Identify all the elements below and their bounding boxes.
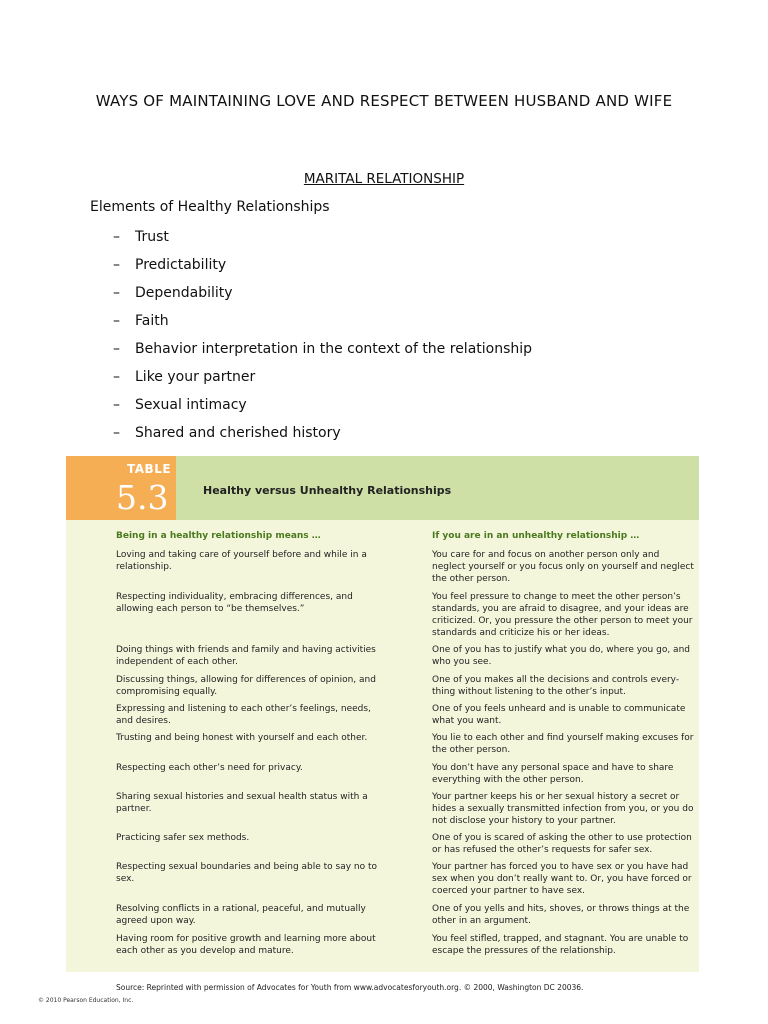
healthy-cell: Respecting sexual boundaries and being able to say no to sex. [116,862,378,884]
list-item [113,396,532,424]
table-title: Healthy versus Unhealthy Relationships [203,484,452,497]
table-source: Source: Reprinted with permission of Advocates for Youth from www.advocatesforyouth.org. © 2000, Washington DC 20036. [116,983,584,992]
lead-text: Elements of Healthy Relationships [90,199,330,215]
list-item-text: Faith [135,313,169,329]
healthy-cell: Loving and taking care of yourself before and while in a relationship. [116,550,367,572]
unhealthy-cell: One of you has to justify what you do, where you go, and who you see. [432,645,690,667]
bullet-marker: – [113,229,120,245]
bullet-marker: – [113,257,120,273]
list-item [113,424,532,452]
unhealthy-cell: You feel pressure to change to meet the other person’s standards, you are afraid to disagree, and your ideas are criticized. Or, you pressure the other person to meet your standards and criticize his or her ideas. [432,592,693,638]
section-heading: MARITAL RELATIONSHIP [303,171,465,187]
list-item-text: Shared and cherished history [135,425,341,441]
unhealthy-cell: One of you makes all the decisions and controls every-thing without listening to the other’s input. [432,675,680,697]
list-item-text: Like your partner [135,369,256,385]
bullet-marker: – [113,285,120,301]
table-number: 5.3 [116,478,169,517]
list-item [113,368,532,396]
healthy-cell: Respecting each other’s need for privacy. [116,763,303,773]
healthy-cell: Respecting individuality, embracing differences, and allowing each person to “be themselves.” [116,592,353,614]
healthy-cell: Practicing safer sex methods. [116,833,250,843]
unhealthy-cell: One of you is scared of asking the other to use protection or has refused the other’s requests for safer sex. [432,833,692,855]
bullet-marker: – [113,341,120,357]
healthy-cell: Expressing and listening to each other’s feelings, needs, and desires. [116,704,371,726]
list-item-text: Dependability [135,285,233,301]
unhealthy-cell: Your partner keeps his or her sexual history a secret or hides a sexually transmitted infection from you, or you do not disclose your history to your partner. [432,792,694,826]
table-label: TABLE [127,462,172,476]
healthy-cell: Discussing things, allowing for differences of opinion, and compromising equally. [116,675,376,697]
healthy-cell: Doing things with friends and family and having activities independent of each other. [116,645,376,667]
page-title: WAYS OF MAINTAINING LOVE AND RESPECT BETWEEN HUSBAND AND WIFE [95,92,673,110]
healthy-cell: Sharing sexual histories and sexual health status with a partner. [116,792,368,814]
list-item-text: Sexual intimacy [135,397,247,413]
unhealthy-cell: You feel stifled, trapped, and stagnant. You are unable to escape the pressures of the relationship. [432,934,689,956]
unhealthy-cell: Your partner has forced you to have sex or you have had sex when you don’t really want to. Or, you have forced or coerced your partner to have sex. [432,862,692,896]
unhealthy-cell: You care for and focus on another person only and neglect yourself or you focus only on yourself and neglect the other person. [432,550,694,584]
copyright-note: © 2010 Pearson Education, Inc. [38,997,134,1004]
relationships-table-figure [66,456,699,972]
list-item-text: Trust [135,229,169,245]
unhealthy-cell: You lie to each other and find yourself making excuses for the other person. [432,733,694,755]
bullet-marker: – [113,425,120,441]
bullet-marker: – [113,313,120,329]
bullet-marker: – [113,397,120,413]
unhealthy-cell: You don’t have any personal space and have to share everything with the other person. [432,763,674,785]
healthy-cell: Resolving conflicts in a rational, peaceful, and mutually agreed upon way. [116,904,366,926]
list-item-text: Behavior interpretation in the context of the relationship [135,341,533,357]
column-header-unhealthy: If you are in an unhealthy relationship … [432,531,640,541]
table-number-box [66,456,176,520]
healthy-cell: Having room for positive growth and learning more about each other as you develop and mature. [116,934,376,956]
column-header-healthy: Being in a healthy relationship means … [116,531,321,541]
list-item [113,284,532,312]
elements-list [113,228,532,452]
list-item [113,228,532,256]
healthy-cell: Trusting and being honest with yourself and each other. [116,733,368,743]
list-item [113,312,532,340]
list-item-text: Predictability [135,257,227,273]
unhealthy-cell: One of you yells and hits, shoves, or throws things at the other in an argument. [432,904,690,926]
list-item [113,256,532,284]
list-item [113,340,532,368]
bullet-marker: – [113,369,120,385]
unhealthy-cell: One of you feels unheard and is unable to communicate what you want. [432,704,686,726]
